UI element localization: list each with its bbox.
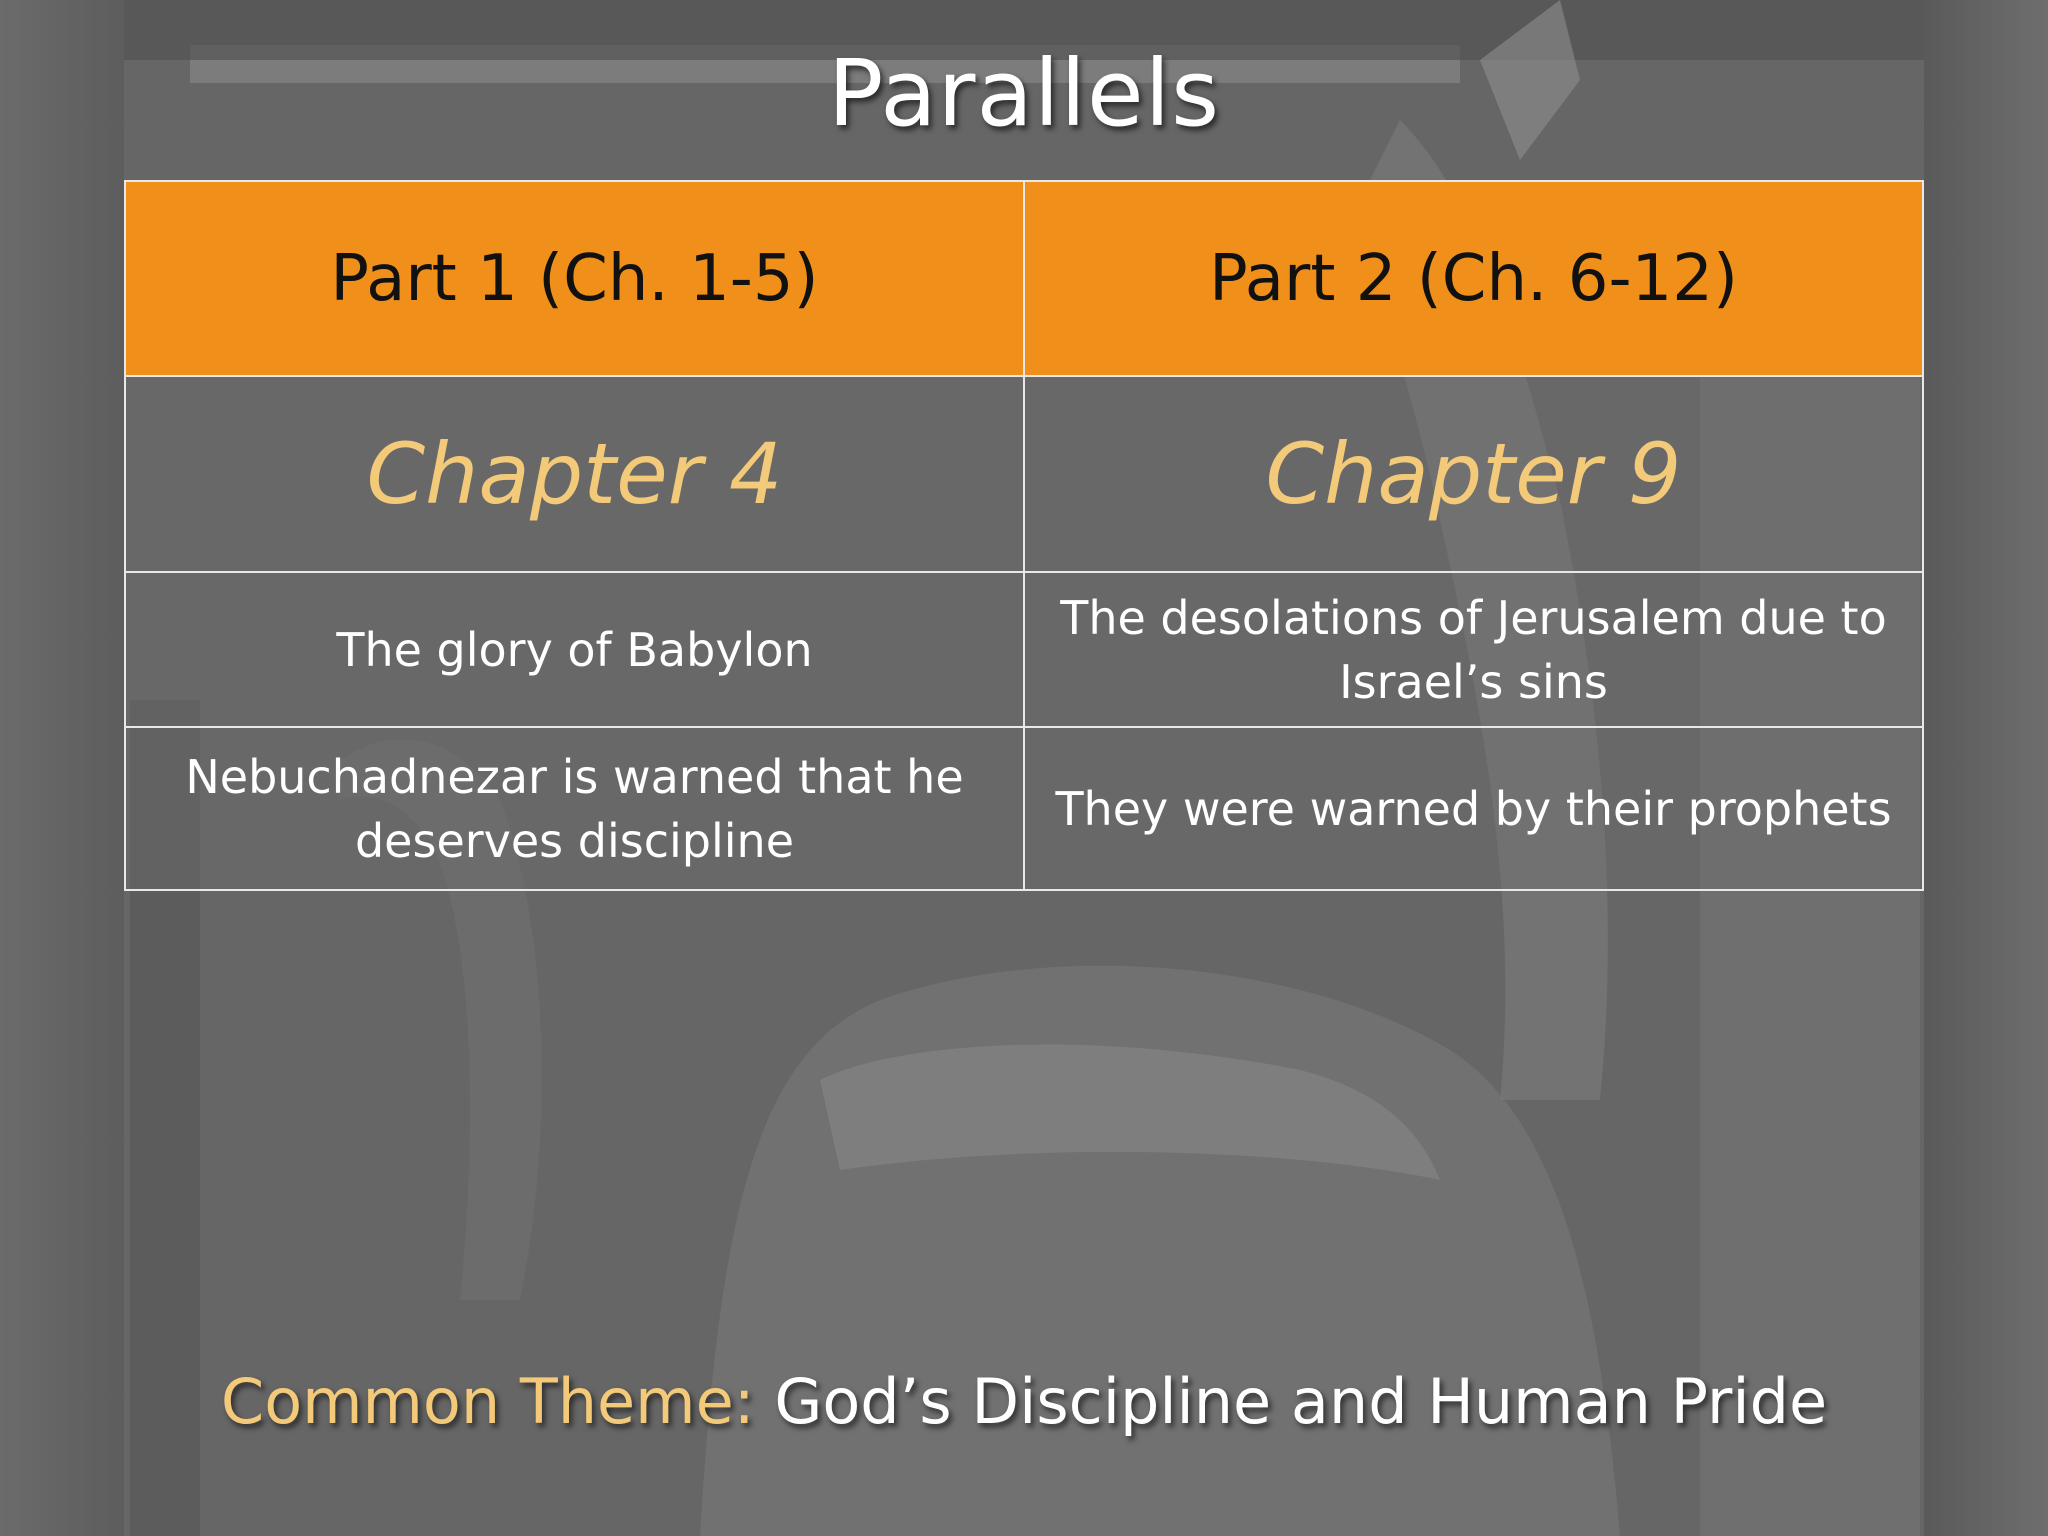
chapter-part-1: Chapter 4 xyxy=(125,376,1024,572)
left-edge-panel xyxy=(0,0,124,1536)
common-theme-label: Common Theme: xyxy=(220,1365,755,1438)
table-row xyxy=(125,727,1923,890)
common-theme-text: God’s Discipline and Human Pride xyxy=(774,1365,1828,1438)
table-row xyxy=(125,572,1923,727)
chapter-row xyxy=(125,376,1923,572)
parallels-table xyxy=(124,180,1924,891)
slide-title: Parallels xyxy=(827,40,1221,147)
cell-glory-of-babylon: The glory of Babylon xyxy=(125,572,1024,727)
header-part-2: Part 2 (Ch. 6-12) xyxy=(1024,181,1923,376)
common-theme xyxy=(0,1365,2048,1438)
cell-nebuchadnezar-warned: Nebuchadnezar is warned that he deserves discipline xyxy=(125,727,1024,890)
cell-warned-by-prophets: They were warned by their prophets xyxy=(1024,727,1923,890)
cell-desolations-of-jerusalem: The desolations of Jerusalem due to Israel’s sins xyxy=(1024,572,1923,727)
header-part-1: Part 1 (Ch. 1-5) xyxy=(125,181,1024,376)
right-edge-panel xyxy=(1924,0,2048,1536)
table-header-row xyxy=(125,181,1923,376)
chapter-part-2: Chapter 9 xyxy=(1024,376,1923,572)
